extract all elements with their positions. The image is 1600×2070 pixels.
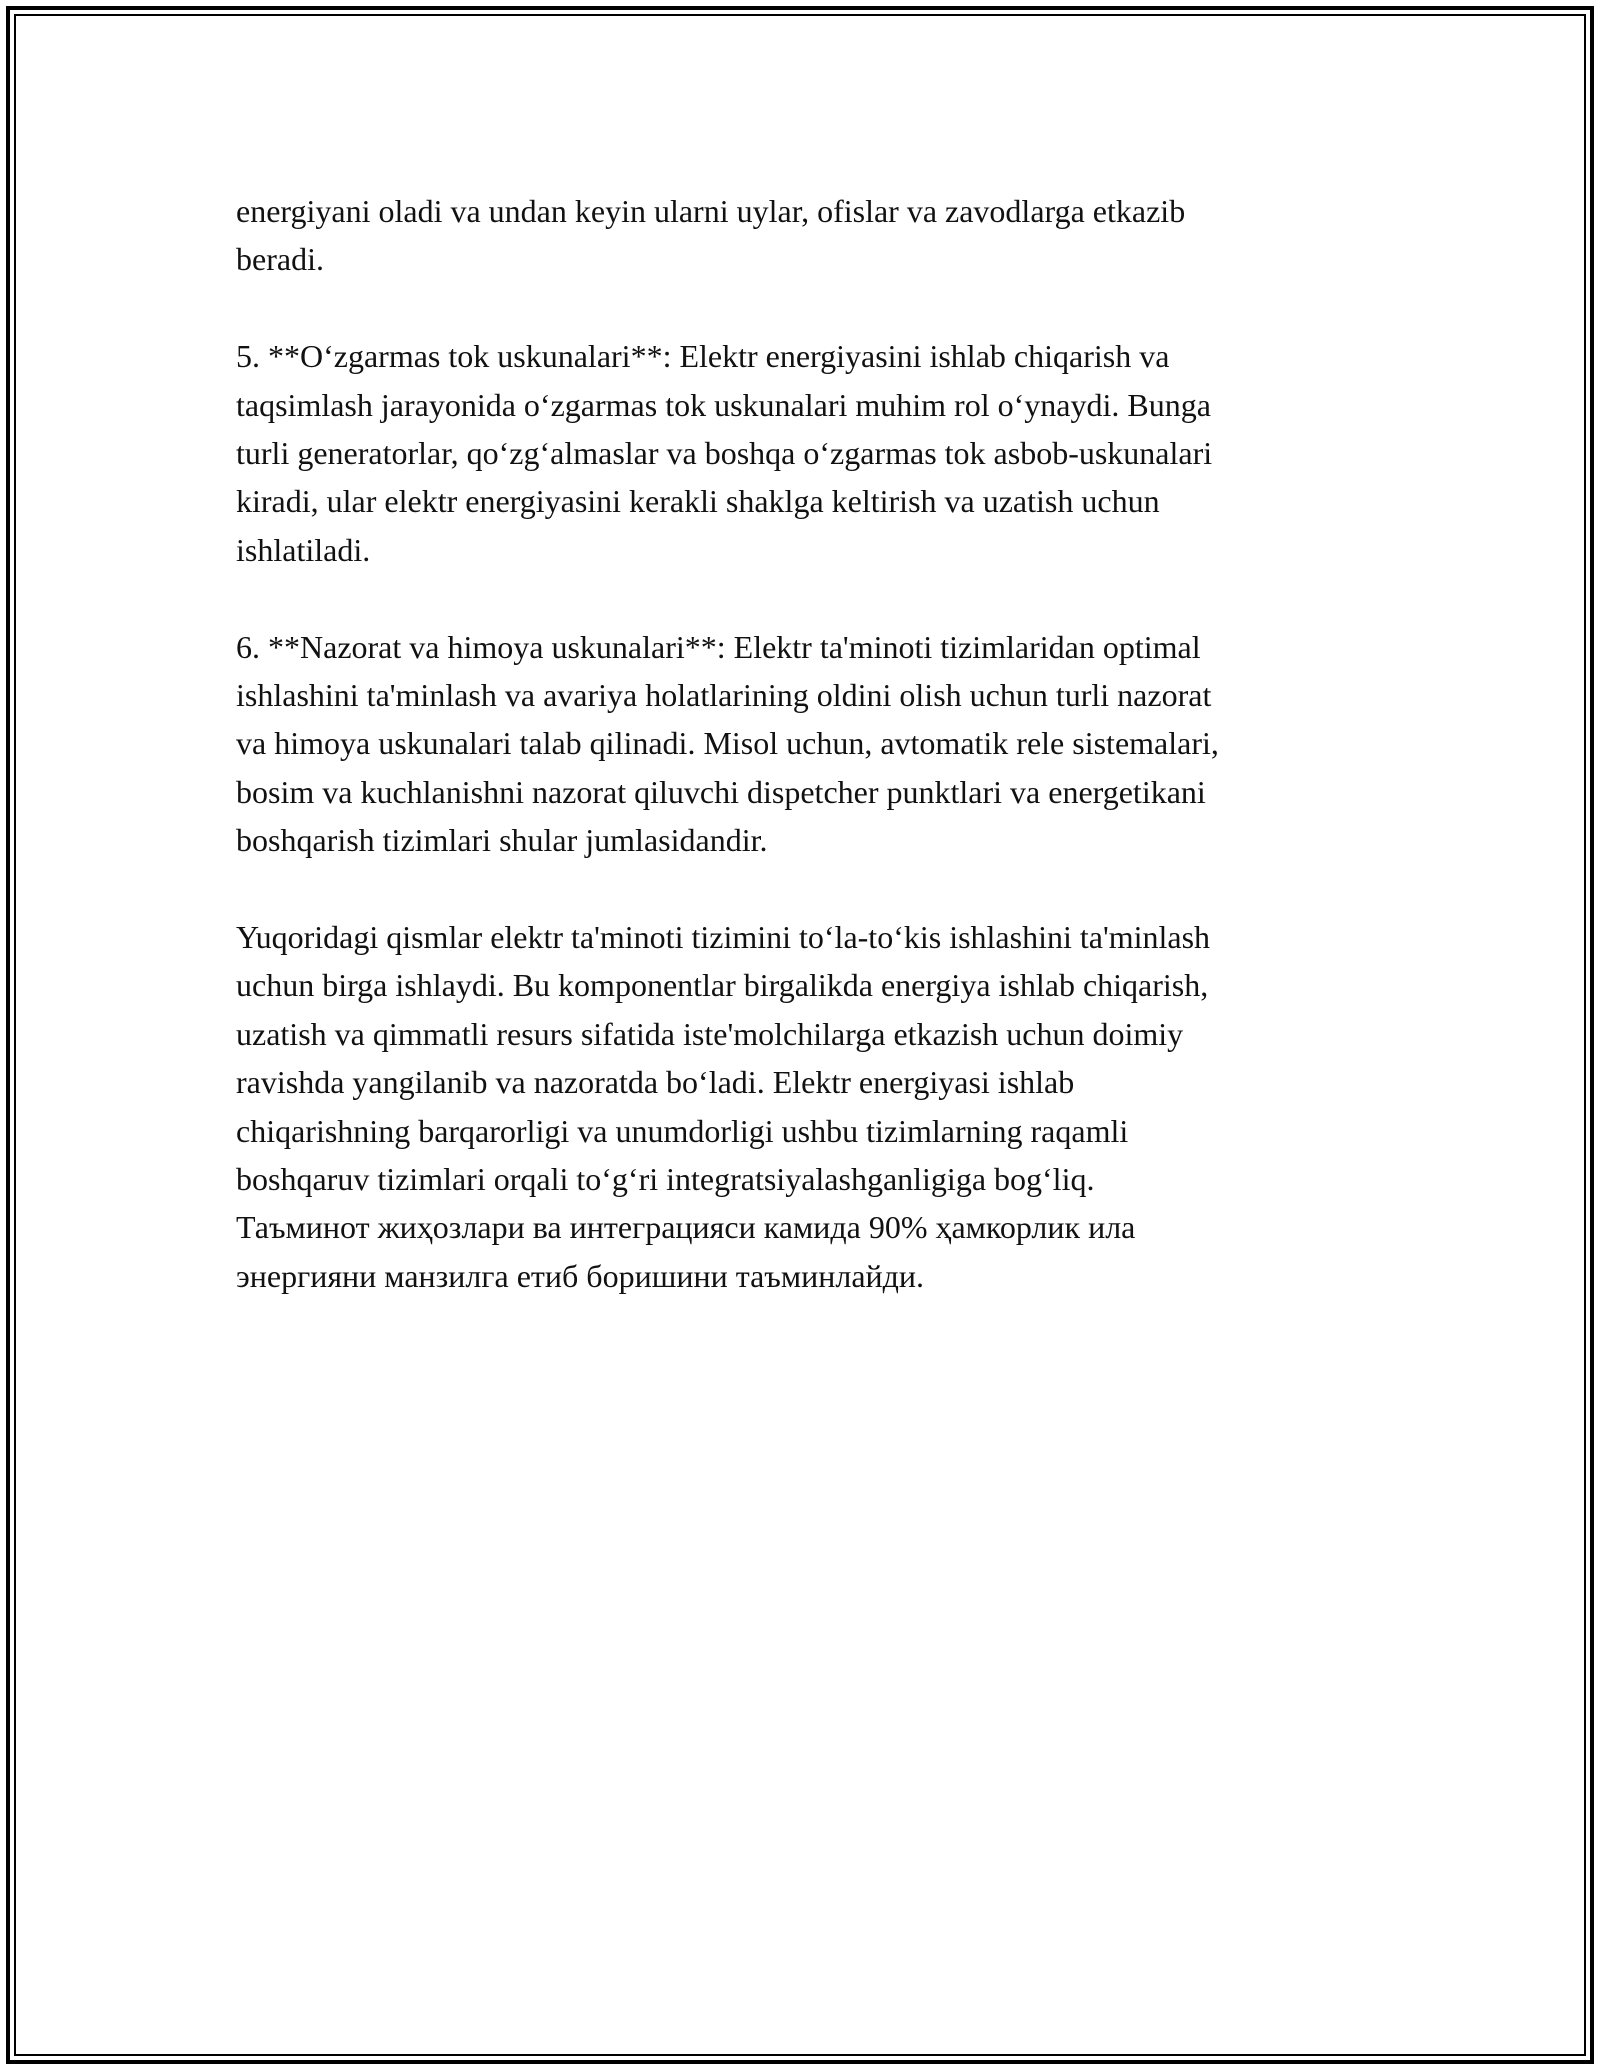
text-line: bosim va kuchlanishni nazorat qiluvchi dispetcher punktlari va energetikani [236, 773, 1206, 810]
text-line: boshqaruv tizimlari orqali to‘g‘ri integratsiyalashganligiga bog‘liq. [236, 1161, 1095, 1198]
text-line: ishlashini ta'minlash va avariya holatlarining oldini olish uchun turli nazorat [236, 677, 1212, 714]
text-line: Таъминот жиҳозлари ва интеграцияси камида 90% ҳамкорлик ила [236, 1209, 1136, 1246]
text-line: энергияни манзилга етиб боришини таъминлайди. [236, 1257, 925, 1294]
text-line: taqsimlash jarayonida o‘zgarmas tok uskunalari muhim rol o‘ynaydi. Bunga [236, 386, 1211, 423]
text-line: kiradi, ular elektr energiyasini kerakli shaklga keltirish va uzatish uchun [236, 483, 1160, 520]
text-line: boshqarish tizimlari shular jumlasidandir. [236, 822, 768, 859]
text-line: 6. **Nazorat va himoya uskunalari**: Elektr ta'minoti tizimlaridan optimal [236, 628, 1201, 665]
paragraph-continuation [236, 187, 1376, 284]
paragraph-conclusion [236, 913, 1376, 1300]
text-line: 5. **O‘zgarmas tok uskunalari**: Elektr energiyasini ishlab chiqarish va [236, 338, 1170, 375]
text-line: energiyani oladi va undan keyin ularni uylar, ofislar va zavodlarga etkazib [236, 193, 1186, 229]
document-body [236, 187, 1376, 1349]
text-line: uchun birga ishlaydi. Bu komponentlar birgalikda energiya ishlab chiqarish, [236, 967, 1209, 1004]
text-line: uzatish va qimmatli resurs sifatida iste'molchilarga etkazish uchun doimiy [236, 1015, 1184, 1052]
text-line: chiqarishning barqarorligi va unumdorligi ushbu tizimlarning raqamli [236, 1112, 1129, 1149]
text-line: turli generatorlar, qo‘zg‘almaslar va boshqa o‘zgarmas tok asbob-uskunalari [236, 435, 1213, 472]
text-line: Yuqoridagi qismlar elektr ta'minoti tizimini to‘la-to‘kis ishlashini ta'minlash [236, 919, 1211, 956]
paragraph-item-5 [236, 332, 1376, 574]
text-line: ishlatiladi. [236, 531, 371, 568]
text-line: beradi. [236, 241, 324, 278]
text-line: va himoya uskunalari talab qilinadi. Misol uchun, avtomatik rele sistemalari, [236, 725, 1219, 762]
paragraph-item-6 [236, 623, 1376, 865]
text-line: ravishda yangilanib va nazoratda bo‘ladi. Elektr energiyasi ishlab [236, 1064, 1075, 1101]
